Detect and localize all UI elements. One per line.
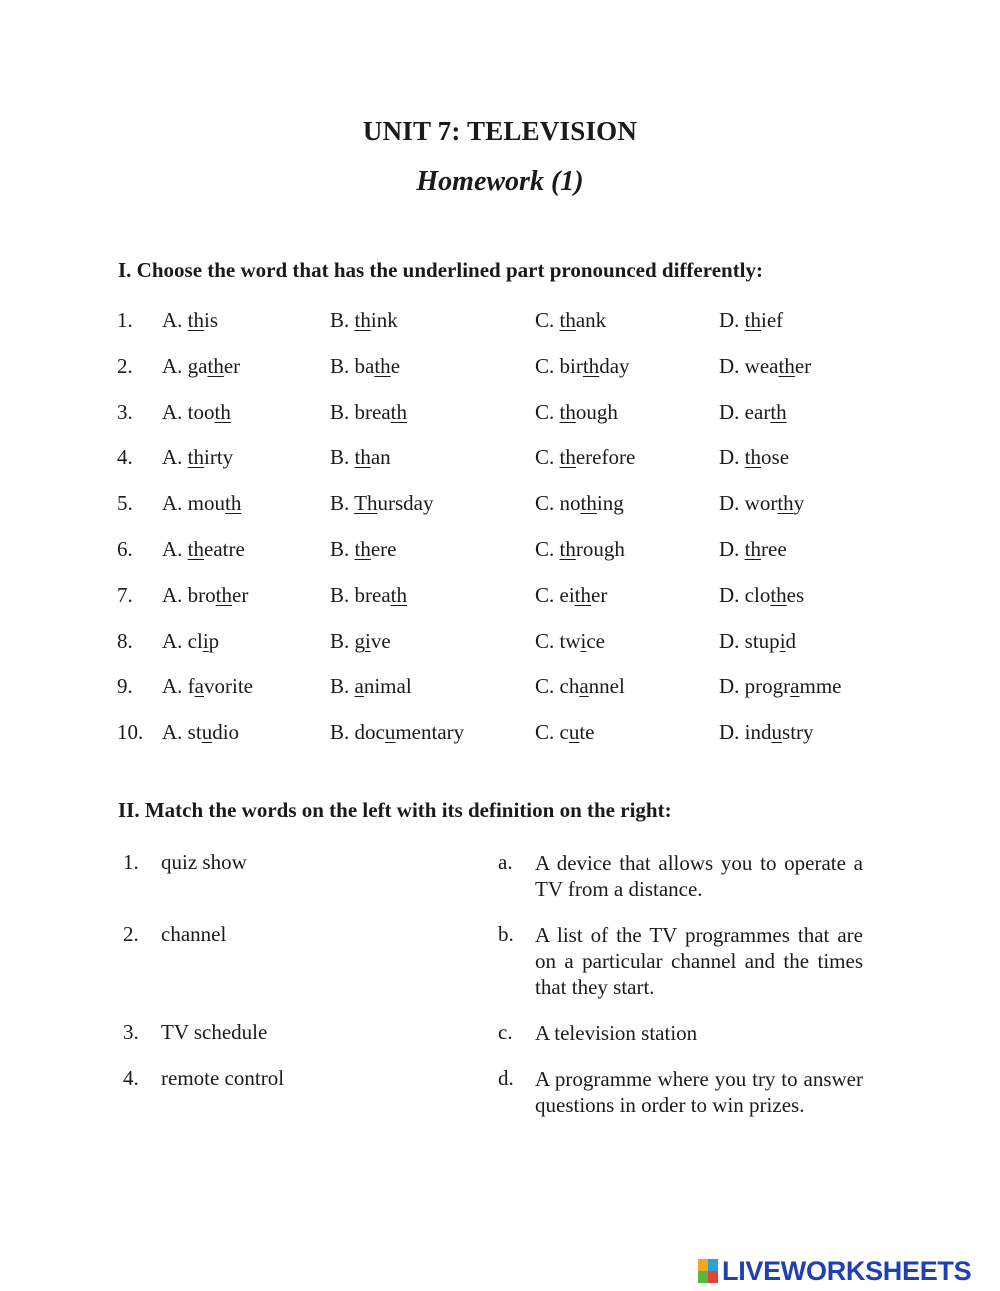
question-row (117, 629, 897, 675)
match-definition[interactable]: A device that allows you to operate a TV from a distance. (535, 851, 863, 901)
underlined-part: th (215, 582, 233, 607)
word-part: ief (761, 308, 784, 332)
word-part: ear (744, 399, 771, 424)
question-number: 10. (117, 720, 144, 745)
option-letter: D. (719, 308, 745, 332)
answer-option[interactable] (162, 583, 248, 608)
option-letter: D. (719, 353, 745, 378)
word-part: erefore (575, 445, 636, 470)
answer-option[interactable] (330, 308, 398, 333)
underlined-part: a (354, 674, 364, 699)
underlined-part: th (559, 399, 576, 424)
underlined-part: i (580, 628, 587, 653)
word-part: er (223, 353, 241, 378)
option-letter: B. (330, 353, 355, 378)
underlined-part: Th (354, 491, 378, 516)
answer-option[interactable] (535, 629, 605, 654)
question-number: 5. (117, 491, 133, 516)
option-letter: D. (719, 582, 745, 607)
underlined-part: th (214, 399, 231, 424)
word-part: stry (782, 720, 814, 745)
definition-letter: a. (498, 850, 513, 874)
answer-option[interactable] (719, 491, 804, 516)
question-number: 9. (117, 674, 133, 699)
word-part: too (187, 399, 215, 424)
question-number: 6. (117, 536, 133, 561)
underlined-part: th (777, 491, 794, 516)
answer-option[interactable] (162, 491, 241, 516)
answer-option[interactable] (719, 308, 783, 333)
definition-letter: b. (498, 922, 514, 946)
word-part: p (208, 628, 220, 653)
logo-icon-block (708, 1259, 718, 1271)
word-part: brea (354, 399, 391, 424)
option-letter: C. (535, 491, 560, 516)
word-part: mme (799, 674, 842, 699)
word-part: bro (187, 582, 216, 607)
answer-option[interactable] (330, 583, 407, 608)
page-title: UNIT 7: TELEVISION (362, 116, 638, 146)
answer-option[interactable] (719, 720, 814, 745)
underlined-part: th (574, 582, 592, 607)
word-part: es (786, 582, 805, 607)
word-part: te (579, 720, 595, 745)
word-part: dio (212, 720, 240, 745)
answer-option[interactable] (719, 400, 787, 425)
logo-text: LIVEWORKSHEETS (722, 1255, 972, 1286)
option-letter: A. (162, 308, 188, 332)
answer-option[interactable] (535, 583, 607, 608)
word-part: clo (744, 582, 771, 607)
word-part: day (599, 353, 630, 378)
option-letter: C. (535, 674, 560, 699)
underlined-part: th (187, 445, 205, 470)
answer-option[interactable] (162, 720, 239, 745)
word-part: ursday (377, 491, 434, 516)
word-part: mou (187, 491, 226, 516)
word-part: ing (596, 491, 624, 516)
answer-option[interactable] (330, 629, 391, 654)
option-letter: B. (330, 445, 355, 470)
underlined-part: th (354, 445, 371, 470)
question-row (117, 674, 897, 720)
question-number: 2. (117, 353, 133, 378)
underlined-part: a (579, 674, 589, 699)
answer-option[interactable] (330, 354, 400, 379)
match-word[interactable]: quiz show (161, 850, 247, 874)
word-part: d (785, 628, 797, 653)
word-part: e (390, 353, 401, 378)
answer-option[interactable] (719, 354, 811, 379)
word-part: ree (761, 536, 787, 561)
option-letter: C. (535, 720, 560, 745)
word-part: tw (559, 628, 581, 653)
option-letter: B. (330, 399, 355, 424)
option-letter: A. (162, 582, 188, 607)
option-letter: C. (535, 445, 560, 470)
option-letter: B. (330, 582, 355, 607)
word-part: stup (744, 628, 780, 653)
word-part: rough (575, 536, 625, 561)
option-letter: B. (330, 720, 355, 745)
option-letter: D. (719, 399, 745, 424)
question-row (117, 400, 897, 446)
question-row (117, 308, 897, 354)
word-part: nnel (588, 674, 625, 699)
answer-option[interactable] (162, 400, 231, 425)
answer-option[interactable] (162, 629, 219, 654)
answer-option[interactable] (719, 537, 787, 562)
underlined-part: th (744, 536, 762, 561)
section-2-heading: II. Match the words on the left with its definition on the right: (118, 798, 672, 822)
underlined-part: th (744, 445, 762, 470)
match-definition[interactable]: A list of the TV programmes that are on a particular channel and the times that they start. (535, 923, 863, 999)
word-part: is (204, 308, 219, 332)
underlined-part: u (568, 720, 580, 745)
answer-option[interactable] (535, 354, 630, 379)
underlined-part: th (744, 308, 762, 332)
question-row (117, 445, 897, 491)
match-definition[interactable]: A programme where you try to answer questions in order to win prizes. (535, 1067, 863, 1117)
match-word[interactable]: channel (161, 922, 227, 946)
word-part: f (187, 674, 195, 699)
underlined-part: th (354, 308, 371, 332)
option-letter: A. (162, 445, 188, 470)
word-part: ough (575, 399, 618, 424)
question-row (117, 354, 897, 400)
underlined-part: th (778, 353, 795, 378)
option-letter: D. (719, 674, 745, 699)
underlined-part: i (202, 628, 209, 653)
word-part: ink (370, 308, 398, 332)
underlined-part: u (771, 720, 783, 745)
word-part: g (354, 628, 366, 653)
underlined-part: th (559, 445, 576, 470)
word-part: ank (575, 308, 607, 332)
answer-option[interactable] (162, 445, 233, 470)
word-part: ch (559, 674, 580, 699)
word-part: doc (354, 720, 385, 745)
option-letter: A. (162, 674, 188, 699)
word-part: st (187, 720, 202, 745)
underlined-part: th (582, 353, 600, 378)
logo-icon-block (698, 1259, 708, 1271)
underlined-part: a (790, 674, 800, 699)
answer-option[interactable] (330, 537, 397, 562)
underlined-part: th (390, 582, 407, 607)
page-subtitle: Homework (1) (416, 166, 584, 197)
match-number: 2. (123, 922, 139, 946)
underlined-part: th (390, 399, 407, 424)
answer-option[interactable] (162, 537, 245, 562)
word-part: ind (744, 720, 772, 745)
match-word[interactable]: TV schedule (161, 1020, 268, 1044)
option-letter: D. (719, 536, 745, 561)
question-number: 3. (117, 399, 133, 424)
option-letter: A. (162, 536, 188, 561)
question-row (117, 583, 897, 629)
option-letter: A. (162, 399, 188, 424)
question-number: 8. (117, 628, 133, 653)
underlined-part: u (201, 720, 213, 745)
answer-option[interactable] (330, 720, 464, 745)
option-letter: A. (162, 353, 188, 378)
word-part: wor (744, 491, 778, 516)
underlined-part: th (225, 491, 242, 516)
underlined-part: th (187, 536, 205, 561)
option-letter: B. (330, 674, 355, 699)
question-row (117, 537, 897, 583)
answer-option[interactable] (535, 445, 635, 470)
answer-option[interactable] (330, 400, 407, 425)
underlined-part: i (365, 628, 371, 653)
word-part: ga (187, 353, 208, 378)
match-number: 4. (123, 1066, 139, 1090)
underlined-part: th (207, 353, 224, 378)
word-part: ose (761, 445, 790, 470)
word-part: mentary (395, 720, 465, 745)
word-part: irty (204, 445, 234, 470)
underlined-part: th (354, 536, 371, 561)
liveworksheets-logo[interactable] (698, 1256, 971, 1286)
word-part: cl (187, 628, 203, 653)
option-letter: A. (162, 628, 188, 653)
answer-option[interactable] (535, 491, 624, 516)
option-letter: D. (719, 720, 745, 745)
option-letter: B. (330, 491, 355, 516)
word-part: ei (559, 582, 575, 607)
underlined-part: i (779, 628, 786, 653)
answer-option[interactable] (535, 537, 625, 562)
answer-option[interactable] (719, 445, 789, 470)
underlined-part: a (194, 674, 204, 699)
option-letter: C. (535, 308, 560, 332)
answer-option[interactable] (535, 720, 595, 745)
word-part: bir (559, 353, 583, 378)
underlined-part: th (559, 308, 576, 332)
match-definition[interactable]: A television station (535, 1021, 698, 1045)
word-part: y (793, 491, 805, 516)
option-letter: A. (162, 720, 188, 745)
section-1-heading: I. Choose the word that has the underlined part pronounced differently: (118, 258, 764, 282)
answer-option[interactable] (535, 308, 606, 333)
option-letter: C. (535, 536, 560, 561)
word-part: er (232, 582, 249, 607)
word-part: wea (744, 353, 779, 378)
word-part: ba (354, 353, 375, 378)
word-part: an (370, 445, 391, 470)
option-letter: B. (330, 308, 355, 332)
liveworksheets-logo-icon (698, 1259, 718, 1283)
question-number: 7. (117, 582, 133, 607)
option-letter: A. (162, 491, 188, 516)
underlined-part: th (770, 399, 787, 424)
option-letter: D. (719, 628, 745, 653)
word-part: eatre (204, 536, 245, 561)
word-part: ere (370, 536, 397, 561)
option-letter: C. (535, 353, 560, 378)
answer-option[interactable] (330, 674, 412, 699)
match-number: 3. (123, 1020, 139, 1044)
answer-option[interactable] (535, 674, 625, 699)
question-number: 1. (117, 308, 133, 332)
answer-option[interactable] (719, 629, 796, 654)
definition-letter: d. (498, 1066, 514, 1090)
answer-option[interactable] (162, 354, 240, 379)
word-part: er (794, 353, 812, 378)
option-letter: B. (330, 628, 355, 653)
answer-option[interactable] (162, 674, 253, 699)
option-letter: D. (719, 491, 745, 516)
underlined-part: th (770, 582, 787, 607)
underlined-part: th (580, 491, 597, 516)
answer-option[interactable] (535, 400, 618, 425)
word-part: nimal (363, 674, 412, 699)
answer-option[interactable] (330, 445, 391, 470)
definition-letter: c. (498, 1020, 513, 1044)
answer-option[interactable] (719, 583, 804, 608)
question-row (117, 491, 897, 537)
word-part: ce (586, 628, 606, 653)
answer-option[interactable] (330, 491, 433, 516)
underlined-part: th (187, 308, 205, 332)
logo-icon-block (698, 1271, 708, 1283)
word-part: brea (354, 582, 391, 607)
word-part: vorite (204, 674, 253, 699)
underlined-part: th (559, 536, 576, 561)
question-number: 4. (117, 445, 133, 470)
option-letter: D. (719, 445, 745, 470)
match-number: 1. (123, 850, 139, 874)
underlined-part: u (384, 720, 396, 745)
option-letter: C. (535, 399, 560, 424)
logo-icon-block (708, 1271, 718, 1283)
question-row (117, 720, 897, 766)
answer-option[interactable] (162, 308, 218, 333)
option-letter: B. (330, 536, 355, 561)
word-part: progr (744, 674, 791, 699)
word-part: no (559, 491, 581, 516)
word-part: er (591, 582, 608, 607)
word-part: c (559, 720, 569, 745)
option-letter: C. (535, 628, 560, 653)
pronunciation-question-list (117, 308, 897, 766)
answer-option[interactable] (719, 674, 842, 699)
underlined-part: th (374, 353, 391, 378)
match-word[interactable]: remote control (161, 1066, 285, 1090)
option-letter: C. (535, 582, 560, 607)
word-part: ve (370, 628, 391, 653)
